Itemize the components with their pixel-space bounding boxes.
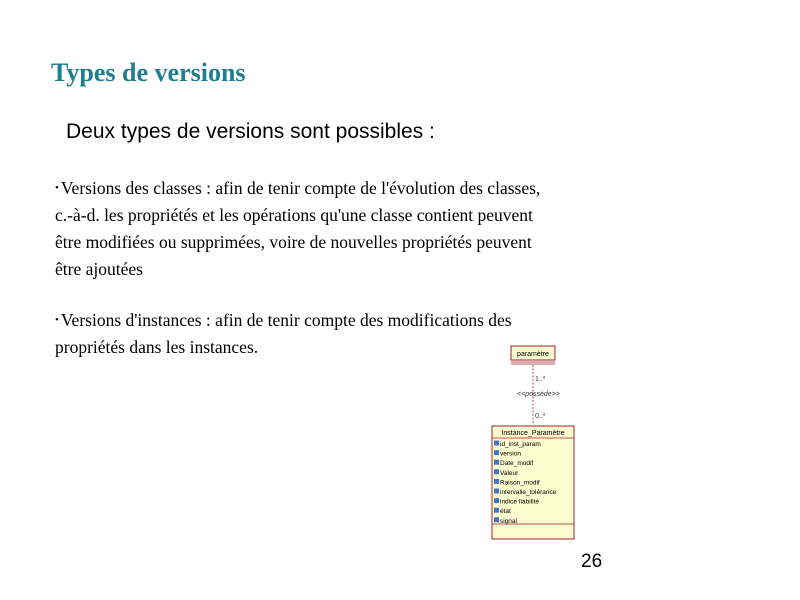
bullet-icon: • [55, 182, 59, 194]
uml-class-diagram [480, 340, 590, 545]
attribute-icon [494, 508, 499, 513]
attribute-8: signal [500, 517, 517, 525]
attribute-icon [494, 450, 499, 455]
bullet-icon: • [55, 314, 59, 326]
attribute-icon [494, 498, 499, 503]
attribute-icon [494, 460, 499, 465]
attribute-icon [494, 489, 499, 494]
para2-line2: propriétés dans les instances. [55, 337, 259, 357]
attribute-icon [494, 469, 499, 474]
class-name-parametre: paramètre [517, 351, 549, 358]
attribute-7: état [500, 508, 511, 516]
attribute-4: Raison_modif [500, 479, 540, 487]
attribute-3: Valeur [500, 469, 519, 477]
attribute-1: version [500, 450, 521, 458]
association-stereotype: <<possède>> [517, 391, 560, 398]
multiplicity-top: 1..* [535, 376, 546, 383]
para1-line3: être modifiées ou supprimées, voire de nouvelles propriétés peuvent [55, 232, 532, 252]
attribute-2: Date_modif [500, 460, 534, 468]
paragraph-instance-versions [55, 307, 715, 361]
class-name-instance-parametre: Instance_Paramètre [501, 430, 565, 437]
attribute-6: indice fiabilité [500, 498, 540, 506]
attribute-icon [494, 479, 499, 484]
page-number: 26 [581, 551, 603, 572]
attribute-icon [494, 517, 499, 522]
attribute-icon [494, 441, 499, 446]
para1-line1: Versions des classes : afin de tenir compte de l'évolution des classes, [60, 178, 541, 198]
paragraph-class-versions [55, 175, 715, 283]
intro-text: Deux types de versions sont possibles : [66, 120, 435, 143]
attribute-0: id_inst_param [500, 441, 541, 448]
multiplicity-bottom: 0..* [535, 413, 546, 420]
para1-line2: c.-à-d. les propriétés et les opérations qu'une classe contient peuvent [55, 205, 533, 225]
attribute-5: intervalle_tolérance [500, 489, 557, 496]
slide-title: Types de versions [51, 58, 246, 87]
para1-line4: être ajoutées [55, 259, 143, 279]
para2-line1: Versions d'instances : afin de tenir compte des modifications des [60, 310, 512, 330]
